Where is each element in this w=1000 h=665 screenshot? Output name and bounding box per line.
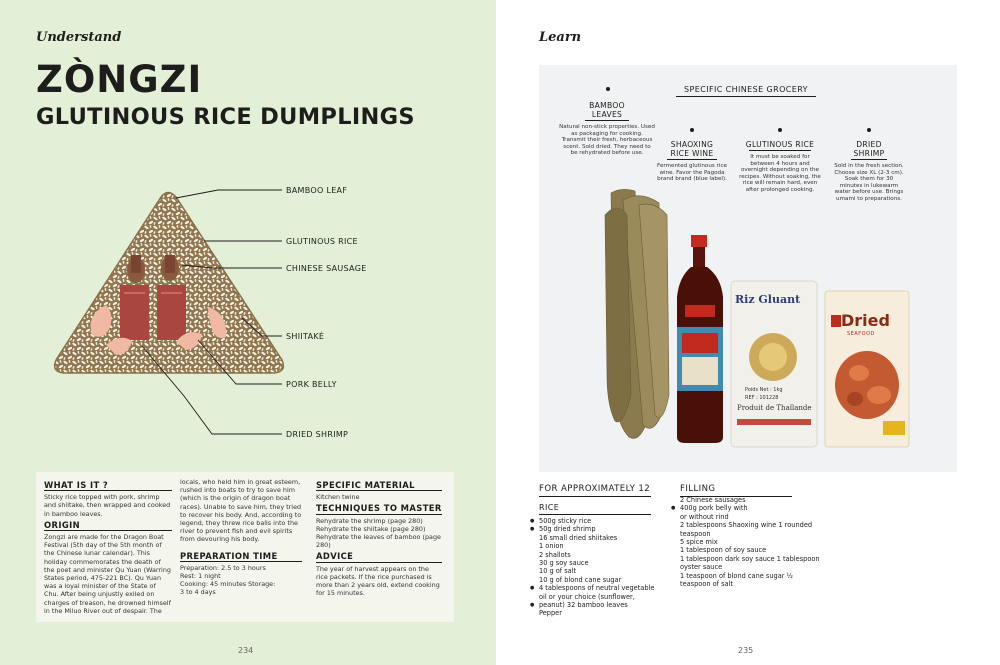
left-page — [0, 0, 496, 665]
list-item: 2 Chinese sausages — [680, 496, 746, 504]
list-item: ● peanut) 32 bamboo leaves — [539, 601, 689, 609]
callout-pork-belly: PORK BELLY — [286, 380, 337, 389]
list-item: 2 shallots — [539, 550, 571, 559]
filling-ingredient-list — [680, 496, 850, 588]
ingredient-desc-bamboo: Natural non-stick properties. Used as packaging for cooking. Transmit their fresh, herbaceous scent. Sold dried. They need to be rehydrated before use. — [559, 124, 655, 157]
right-page — [496, 0, 1000, 665]
ingredient-name-glutinous: GLUTINOUS RICE — [745, 140, 815, 149]
callout-dried-shrimp: DRIED SHRIMP — [286, 430, 349, 439]
list-item: 16 small dried shiitakes — [539, 533, 618, 542]
bamboo-leaves — [605, 189, 669, 438]
page-number-left: 234 — [238, 646, 254, 655]
filling-heading: FILLING — [680, 484, 792, 497]
list-item: 1 onion — [539, 542, 564, 551]
grocery-photo — [539, 65, 957, 472]
what-is-it-heading: WHAT IS IT ? — [44, 481, 172, 491]
page-title: ZÒNGZI — [36, 58, 203, 101]
rice-ingredient-list — [539, 517, 689, 618]
list-item: ● 400g pork belly with — [680, 504, 850, 512]
callout-chinese-sausage: CHINESE SAUSAGE — [286, 264, 367, 273]
list-item: Pepper — [539, 609, 562, 618]
callout-glutinous-rice: GLUTINOUS RICE — [286, 237, 358, 246]
info-col-2 — [180, 478, 302, 597]
rice-bag-origin: Produit de Thaïlande — [737, 404, 812, 412]
rice-heading: RICE — [539, 503, 651, 515]
list-item: oil or your choice (sunflower, — [539, 592, 635, 601]
list-item: 5 spice mix — [680, 538, 718, 547]
list-item: 1 teaspoon of blond cane sugar ½ — [680, 571, 793, 580]
rice-bag-ref: REF : 101228 — [745, 395, 779, 401]
info-col-1 — [44, 478, 172, 617]
list-item: or without rind — [680, 512, 729, 521]
shaoxing-bottle — [677, 235, 723, 443]
rice-bag-brand: Riz Gluant — [735, 293, 801, 306]
ingredient-name-shrimp: DRIED SHRIMP — [853, 140, 885, 158]
list-item: teaspoon — [680, 529, 711, 538]
zongzi-triangle — [55, 193, 284, 374]
specific-material-text: Kitchen twine — [316, 493, 360, 502]
prep-time-heading: PREPARATION TIME — [180, 552, 302, 562]
grocery-header: SPECIFIC CHINESE GROCERY — [684, 85, 808, 94]
ingredient-desc-shrimp: Sold in the fresh section. Choose size XL (2-3 cm). Soak them for 30 minutes in lukewarm water before use. Brings umami to preparations. — [834, 163, 904, 202]
section-tag-learn: Learn — [539, 30, 582, 45]
shrimp-bag-sub: SEAFOOD — [847, 331, 875, 337]
origin-text: Zongzi are made for the Dragon Boat Festival (5th day of the 5th month of the Chinese lunar calendar). This holiday commemorates the death of the poet and minister Qu Yuan (Warring States period, 475-221 BC). Qu Yuan was a loyal minister of the State of Chu. After being unjustly exiled on charges of treason, he drowned himself in the Miluo River out of despair. The — [44, 533, 171, 615]
callout-bamboo-leaf: BAMBOO LEAF — [286, 186, 348, 195]
list-item: ● 500g sticky rice — [539, 517, 689, 525]
rice-bag-weight: Poids Net : 1kg — [745, 387, 783, 393]
list-item: 2 tablespoons Shaoxing wine 1 rounded — [680, 521, 813, 530]
prep-line: Preparation: 2.5 to 3 hours — [180, 563, 266, 572]
section-tag-understand: Understand — [36, 30, 122, 45]
list-item: oyster sauce — [680, 563, 723, 572]
ingredient-desc-shaoxing: Fermented glutinous rice wine. Favor the Pagoda brand brand (blue label). — [657, 163, 727, 183]
prep-line: 3 to 4 days — [180, 588, 216, 597]
list-item: 30 g soy sauce — [539, 559, 589, 568]
list-item: 10 g of blond cane sugar — [539, 575, 622, 584]
callout-shiitake: SHIITAKÉ — [286, 332, 325, 341]
list-item: 10 g of salt — [539, 567, 577, 576]
ingredient-name-bamboo: BAMBOO LEAVES — [589, 101, 625, 119]
list-item: ● 50g dried shrimp — [539, 525, 689, 533]
shrimp-bag-brand: Dried — [841, 311, 890, 330]
ingredient-name-shaoxing: SHAOXING RICE WINE — [670, 140, 714, 158]
list-item: teaspoon of salt — [680, 580, 733, 589]
prep-line: Rest: 1 night — [180, 572, 221, 581]
list-item: 1 tablespoon dark soy sauce 1 tablespoon — [680, 554, 820, 563]
specific-material-heading: SPECIFIC MATERIAL — [316, 481, 442, 491]
info-col-3 — [316, 478, 442, 599]
list-item: 1 tablespoon of soy sauce — [680, 546, 767, 555]
what-is-it-text: Sticky rice topped with pork, shrimp and shiitake, then wrapped and cooked in bamboo leaves. — [44, 493, 171, 518]
advice-heading: ADVICE — [316, 552, 442, 562]
page-subtitle: GLUTINOUS RICE DUMPLINGS — [36, 104, 415, 130]
techniques-heading: TECHNIQUES TO MASTER — [316, 503, 442, 514]
list-item: ● 4 tablespoons of neutral vegetable — [539, 584, 689, 592]
prep-line: Cooking: 45 minutes Storage: — [180, 580, 276, 589]
origin-text-cont: locals, who held him in great esteem, rushed into boats to try to save him (which is the origin of dragon boat races). Unable to save him, they tried to recover his body. And, according to legend, they threw rice balls into the river to prevent fish and evil spirits from devouring his body. — [180, 478, 302, 544]
page-number-right: 235 — [738, 646, 754, 655]
info-box — [36, 472, 454, 622]
zongzi-illustration — [0, 0, 496, 470]
yield-heading: FOR APPROXIMATELY 12 — [539, 484, 651, 497]
origin-heading: ORIGIN — [44, 521, 172, 531]
techniques-text: Rehydrate the shrimp (page 280) Rehydrate the shiitake (page 280) Rehydrate the leaves of bamboo (page 280) — [316, 516, 441, 550]
advice-text: The year of harvest appears on the rice packets. If the rice purchased is more than 2 years old, extend cooking for 15 minutes. — [316, 564, 440, 598]
ingredient-desc-glutinous: It must be soaked for between 4 hours and overnight depending on the recipes. Without soaking, the rice will remain hard, even after prolonged cooking. — [739, 154, 821, 193]
